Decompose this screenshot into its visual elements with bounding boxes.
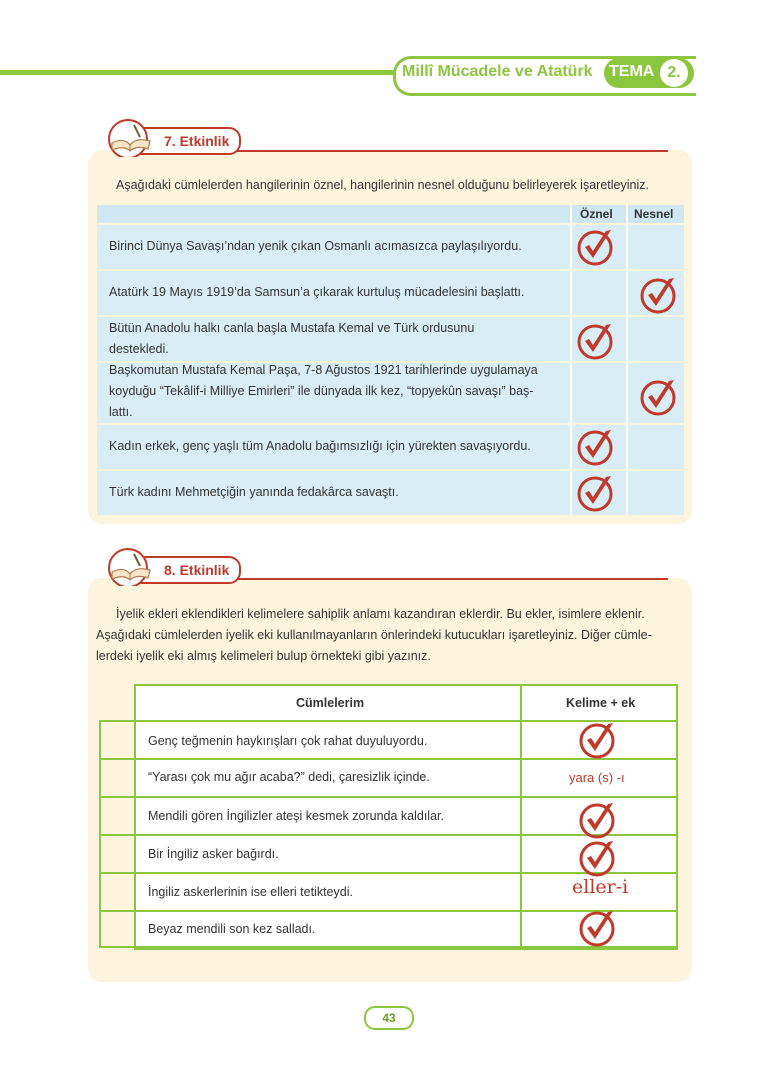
check-mark-icon[interactable]: [578, 720, 618, 760]
sentence-text: Mendili gören İngilizler ateşi kesmek zorunda kaldılar.: [148, 809, 444, 823]
check-mark-icon[interactable]: [576, 321, 616, 361]
check-mark-icon[interactable]: [639, 377, 679, 417]
sentence-text: “Yarası çok mu ağır acaba?” dedi, çaresizlik içinde.: [148, 770, 430, 784]
check-mark-icon[interactable]: [576, 427, 616, 467]
row-text: Bütün Anadolu halkı canla başla Mustafa Kemal ve Türk ordusunu destekledi.: [109, 321, 475, 356]
sentence-text: Bir İngiliz asker bağırdı.: [148, 847, 279, 861]
table-row: [97, 363, 684, 423]
column-divider: [570, 205, 572, 515]
sentence-text: İngiliz askerlerinin ise elleri tetikteydi.: [148, 885, 353, 899]
activity-7-label: 7. Etkinlik: [110, 127, 241, 155]
column-divider: [520, 684, 522, 948]
check-mark-icon[interactable]: [578, 800, 618, 840]
check-mark-icon[interactable]: [576, 227, 616, 267]
column-header-oznel: Öznel: [580, 207, 613, 221]
table-row: [97, 271, 684, 315]
row-text: Atatürk 19 Mayıs 1919’da Samsun’a çıkarak kurtuluş mücadelesini başlattı.: [109, 285, 525, 299]
row-text: Birinci Dünya Savaşı’ndan yenik çıkan Osmanlı acımasızca paylaşılıyordu.: [109, 239, 522, 253]
tema-label: TEMA: [609, 63, 655, 80]
check-mark-icon[interactable]: [576, 473, 616, 513]
activity-8-label: 8. Etkinlik: [110, 556, 241, 584]
sentence-text: Beyaz mendili son kez salladı.: [148, 922, 316, 936]
row-text: Kadın erkek, genç yaşlı tüm Anadolu bağımsızlığı için yürekten savaşıyordu.: [109, 439, 531, 453]
check-mark-icon[interactable]: [578, 838, 618, 878]
activity-7-instruction: Aşağıdaki cümlelerden hangilerinin öznel, hangilerinin nesnel olduğunu belirleyerek işaretleyiniz.: [116, 178, 649, 192]
row-divider: [99, 796, 676, 798]
check-mark-icon[interactable]: [578, 908, 618, 948]
page-number: 43: [364, 1006, 414, 1030]
tema-number: 2.: [660, 59, 688, 87]
book-icon: [104, 546, 156, 586]
header-line: [0, 70, 400, 75]
column-header-nesnel: Nesnel: [634, 207, 674, 221]
row-text: Başkomutan Mustafa Kemal Paşa, 7-8 Ağustos 1921 tarihlerinde uygulamaya koyduğu “Tekâlif-i Milliye Emirleri” ile dünyada ilk kez, “topyekûn savaşı” baş- lattı.: [109, 363, 538, 419]
activity-8-intro: İyelik ekleri eklendikleri kelimelere sahiplik anlamı kazandıran eklerdir. Bu ekler, isimlere eklenir. Aşağıdaki cümlelerden iyelik eki kullanılmayanların önlerindeki kutucukları işaretleyiniz. Diğer cümle- lerdeki iyelik eki almış kelimeleri bulup örnekteki gibi yazınız.: [96, 607, 652, 663]
header-title: Millî Mücadele ve Atatürk: [402, 63, 593, 80]
sentence-text: Genç teğmenin haykırışları çok rahat duyuluyordu.: [148, 734, 428, 748]
book-icon: [104, 117, 156, 157]
handwritten-answer[interactable]: eller-i: [572, 876, 629, 898]
column-header-word-suffix: Kelime + ek: [566, 696, 636, 710]
column-header-sentences: Cümlelerim: [296, 696, 365, 710]
check-mark-icon[interactable]: [639, 275, 679, 315]
column-divider: [626, 205, 628, 515]
example-answer: yara (s) -ı: [569, 770, 625, 785]
row-text: Türk kadını Mehmetçiğin yanında fedakârca savaştı.: [109, 485, 399, 499]
